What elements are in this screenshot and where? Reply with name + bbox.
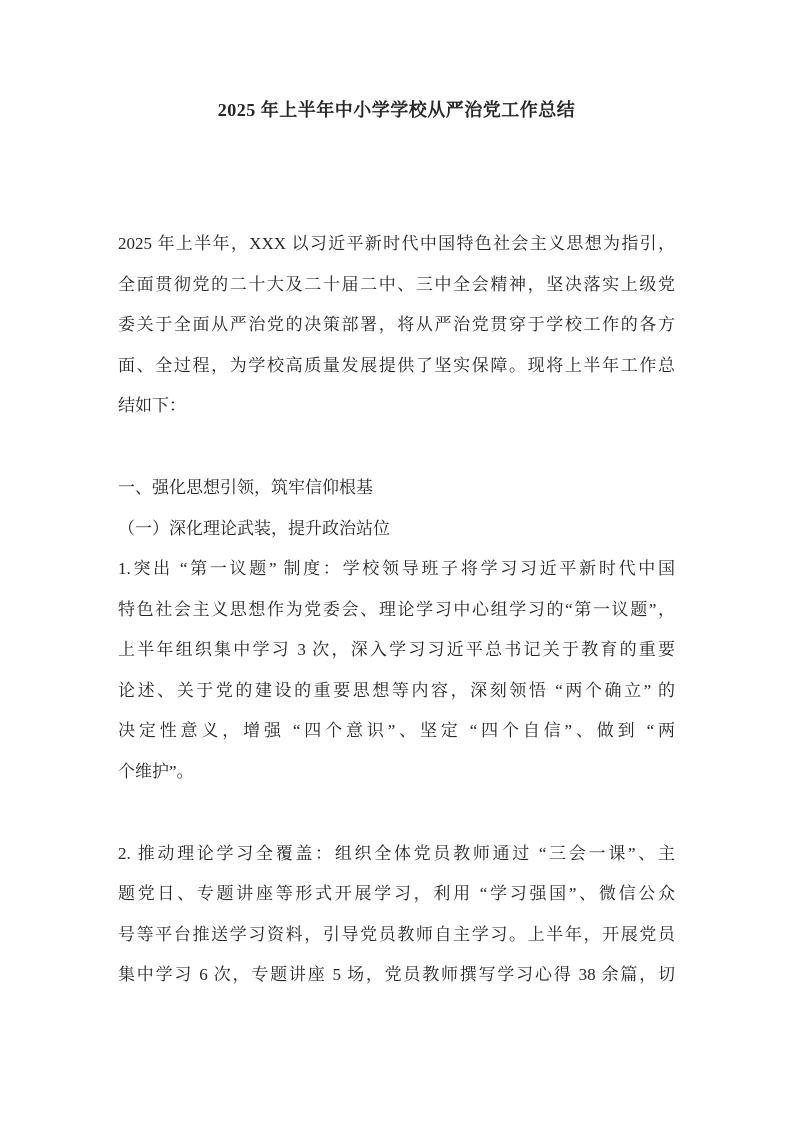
text-line: 面、全过程，为学校高质量发展提供了坚实保障。现将上半年工作总 bbox=[118, 355, 675, 375]
text-line: 集中学习 6 次，专题讲座 5 场，党员教师撰写学习心得 38 余篇，切 bbox=[118, 965, 675, 984]
paragraph-heading-1 bbox=[118, 468, 675, 509]
text-line: 决定性意义，增强 “四个意识”、坚定 “四个自信”、做到 “两 bbox=[118, 721, 675, 740]
text-line: 号等平台推送学习资料，引导党员教师自主学习。上半年，开展党员 bbox=[118, 924, 675, 944]
text-line: 论述、关于党的建设的重要思想等内容，深刻领悟 “两个确立” 的 bbox=[118, 680, 675, 700]
paragraph-intro bbox=[118, 224, 675, 427]
text-line: 上半年组织集中学习 3 次，深入学习习近平总书记关于教育的重要 bbox=[118, 640, 675, 659]
document-body bbox=[118, 224, 675, 996]
text-line: 结如下： bbox=[118, 396, 186, 415]
document-title: 2025 年上半年中小学学校从严治党工作总结 bbox=[217, 100, 576, 120]
text-line: 特色社会主义思想作为党委会、理论学习中心组学习的“第一议题”， bbox=[118, 599, 675, 619]
text-line: 全面贯彻党的二十大及二十届二中、三中全会精神，坚决落实上级党 bbox=[118, 274, 675, 294]
text-line: 2. 推动理论学习全覆盖：组织全体党员教师通过 “三会一课”、主 bbox=[118, 843, 675, 863]
text-line: 委关于全面从严治党的决策部署，将从严治党贯穿于学校工作的各方 bbox=[118, 315, 675, 334]
text-line: 1.突出 “第一议题” 制度：学校领导班子将学习习近平新时代中国 bbox=[118, 559, 675, 578]
text-line: 个维护”。 bbox=[118, 761, 194, 781]
text-line: 题党日、专题讲座等形式开展学习，利用 “学习强国”、微信公众 bbox=[118, 884, 675, 903]
text-line: （一）深化理论武装，提升政治站位 bbox=[118, 518, 390, 538]
text-line: 2025 年上半年，XXX 以习近平新时代中国特色社会主义思想为指引， bbox=[118, 234, 675, 253]
paragraph-subheading-1-1 bbox=[118, 509, 675, 550]
paragraph-item-1 bbox=[118, 549, 675, 792]
text-line: 一、强化思想引领，筑牢信仰根基 bbox=[118, 478, 373, 497]
paragraph-item-2 bbox=[118, 834, 675, 996]
